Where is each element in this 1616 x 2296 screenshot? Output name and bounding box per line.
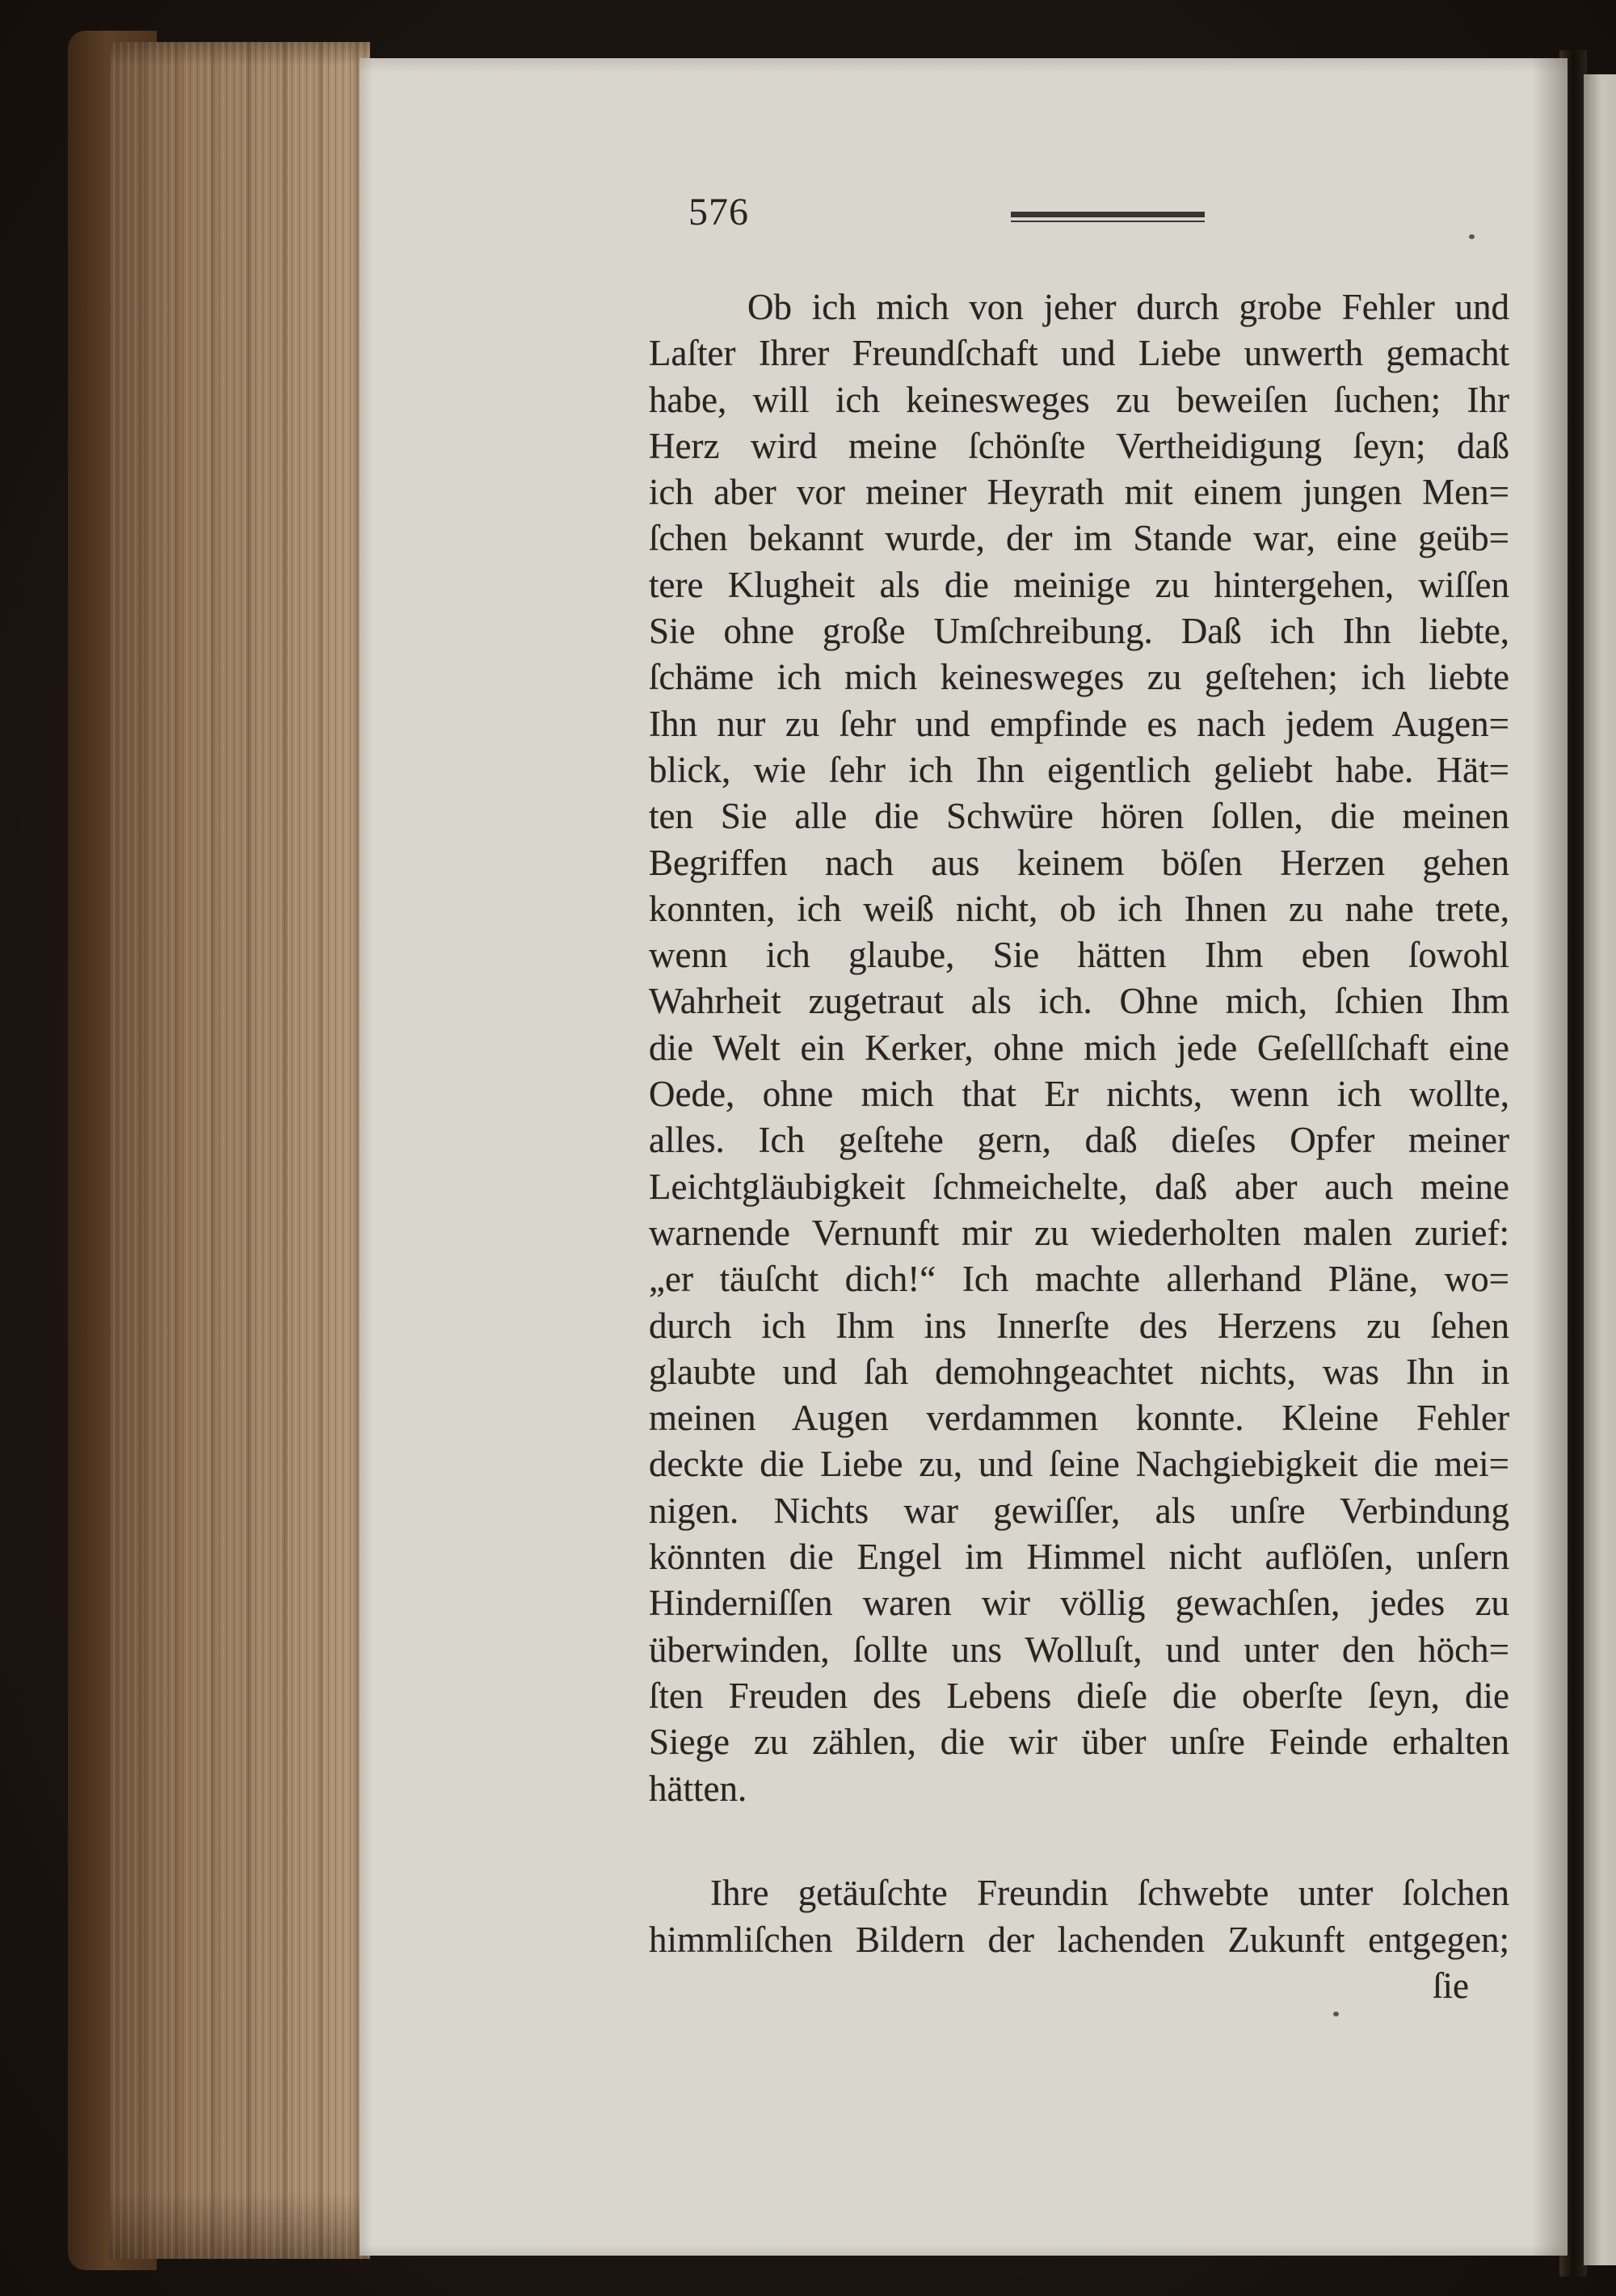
text-line: Siege zu zählen, die wir über unſre Feinde erhalten [649,1722,1509,1763]
text-line: wenn ich glaube, Sie hätten Ihm eben ſowohl [649,935,1509,976]
ink-speck [1333,2012,1339,2016]
text-line: deckte die Liebe zu, und ſeine Nachgiebigkeit die mei= [649,1444,1509,1485]
catchword: ſie [1433,1965,1469,2006]
text-line: Hinderniſſen waren wir völlig gewachſen, jedes zu [649,1583,1509,1624]
text-line: „er täuſcht dich!“ Ich machte allerhand Pläne, wo= [649,1259,1509,1300]
header-rule [1011,212,1205,222]
text-line: ſchäme ich mich keinesweges zu geſtehen; ich liebte [649,657,1509,698]
paragraph [649,1870,1509,1963]
text-line: Ihre getäuſchte Freundin ſchwebte unter ſolchen [710,1873,1509,1914]
text-line: Wahrheit zugetraut als ich. Ohne mich, ſchien Ihm [649,981,1509,1022]
text-line: hätten. [649,1768,747,1809]
facing-page-edge [1584,74,1616,2265]
text-line: blick, wie ſehr ich Ihn eigentlich geliebt habe. Hät= [649,749,1509,790]
text-line: Leichtgläubigkeit ſchmeichelte, daß aber auch meine [649,1166,1509,1207]
text-line: ſchen bekannt wurde, der im Stande war, eine geüb= [649,518,1509,559]
text-line: warnende Vernunft mir zu wiederholten malen zurief: [649,1212,1509,1253]
text-line: ich aber vor meiner Heyrath mit einem jungen Men= [649,472,1509,513]
text-line: nigen. Nichts war gewiſſer, als unſre Verbindung [649,1490,1509,1531]
text-line: Begriffen nach aus keinem böſen Herzen gehen [649,842,1509,883]
paragraph [649,284,1509,1812]
text-line: konnten, ich weiß nicht, ob ich Ihnen zu nahe trete, [649,888,1509,929]
text-line: ſten Freuden des Lebens dieſe die oberſte ſeyn, die [649,1675,1509,1716]
text-line: Sie ohne große Umſchreibung. Daß ich Ihn liebte, [649,611,1509,652]
page-block-edges [110,42,370,2259]
text-line: glaubte und ſah demohngeachtet nichts, was Ihn in [649,1351,1509,1392]
text-line: durch ich Ihm ins Innerſte des Herzens zu ſehen [649,1305,1509,1346]
text-line: tere Klugheit als die meinige zu hintergehen, wiſſen [649,564,1509,605]
text-line: Ob ich mich von jeher durch grobe Fehler und [747,287,1509,327]
body-text [649,284,1509,2009]
text-line: Ihn nur zu ſehr und empfinde es nach jedem Augen= [649,703,1509,744]
text-line: meinen Augen verdammen konnte. Kleine Fehler [649,1398,1509,1439]
page-number: 576 [688,191,749,233]
text-line: überwinden, ſollte uns Wolluſt, und unter den höch= [649,1629,1509,1670]
book-page [360,58,1568,2256]
ink-speck [1469,234,1475,239]
text-line: könnten die Engel im Himmel nicht auflöſen, unſern [649,1537,1509,1578]
text-line: Oede, ohne mich that Er nichts, wenn ich wollte, [649,1074,1509,1115]
text-line: Laſter Ihrer Freundſchaft und Liebe unwerth gemacht [649,333,1509,374]
text-line: ten Sie alle die Schwüre hören ſollen, die meinen [649,796,1509,837]
text-line: himmliſchen Bildern der lachenden Zukunft entgegen; [649,1919,1509,1960]
text-line: die Welt ein Kerker, ohne mich jede Geſellſchaft eine [649,1027,1509,1068]
text-line: Herz wird meine ſchönſte Vertheidigung ſeyn; daß [649,425,1509,466]
text-line: alles. Ich geſtehe gern, daß dieſes Opfer meiner [649,1120,1509,1161]
text-line: habe, will ich keinesweges zu beweiſen ſuchen; Ihr [649,379,1509,420]
